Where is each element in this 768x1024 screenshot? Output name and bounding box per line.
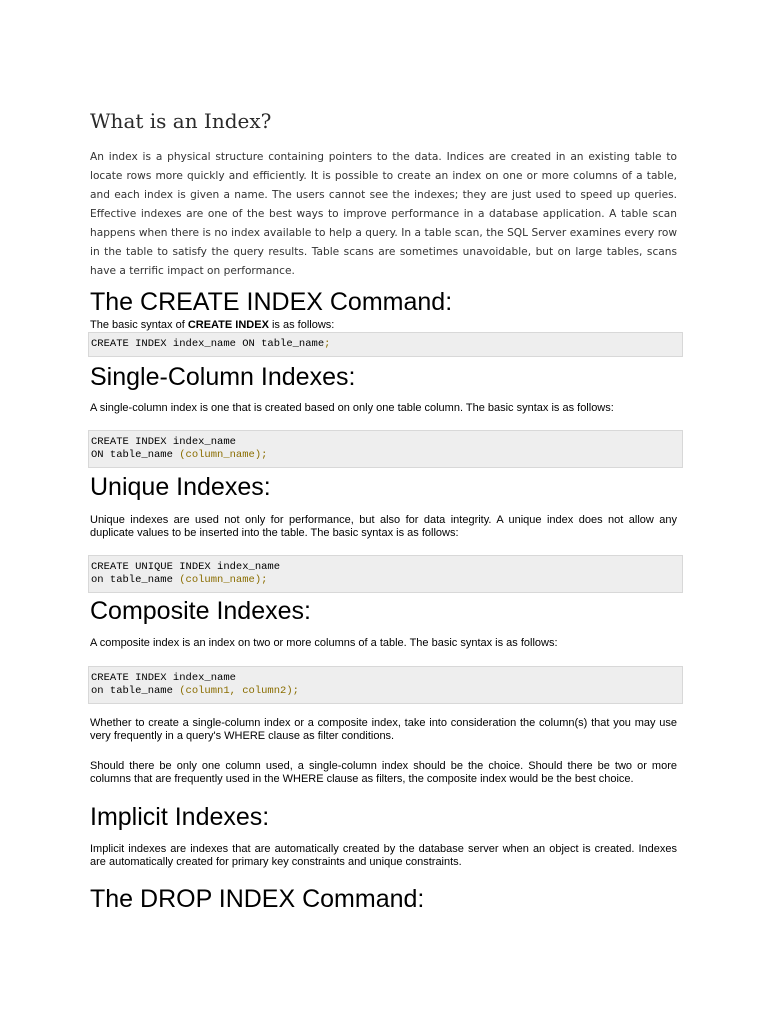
single-column-paragraph: A single-column index is one that is created based on only one table column. The basic syntax is as follows: <box>90 402 614 414</box>
heading-create-index: The CREATE INDEX Command: <box>90 288 453 316</box>
heading-unique-indexes: Unique Indexes: <box>90 473 271 501</box>
code-block-create-index <box>88 332 683 357</box>
code-line: ON table_name (column_name); <box>91 449 268 461</box>
code-block-composite <box>88 666 683 704</box>
code-block-unique <box>88 555 683 593</box>
code-line: CREATE INDEX index_name ON table_name; <box>91 338 331 350</box>
code-line: on table_name (column1, column2); <box>91 685 299 697</box>
composite-paragraph-2: Whether to create a single-column index or a composite index, take into consideration the column(s) that you may use very frequently in a query's WHERE clause as filter conditions. <box>90 717 677 742</box>
code-line: on table_name (column_name); <box>91 574 268 586</box>
code-line: CREATE UNIQUE INDEX index_name <box>91 561 281 573</box>
create-index-paragraph: The basic syntax of CREATE INDEX is as follows: <box>90 319 335 331</box>
code-line: CREATE INDEX index_name <box>91 436 236 448</box>
heading-implicit-indexes: Implicit Indexes: <box>90 803 270 831</box>
create-index-keyword: CREATE INDEX <box>187 319 269 331</box>
unique-paragraph: Unique indexes are used not only for performance, but also for data integrity. A unique index does not allow any duplicate values to be inserted into the table. The basic syntax is as follows: <box>90 514 677 539</box>
section-title-what-is-index: What is an Index? <box>90 109 272 133</box>
heading-composite-indexes: Composite Indexes: <box>90 597 311 625</box>
heading-single-column: Single-Column Indexes: <box>90 363 356 391</box>
code-block-single-column <box>88 430 683 468</box>
implicit-paragraph: Implicit indexes are indexes that are automatically created by the database server when an object is created. Indexes are automatically created for primary key constraints and unique constraints. <box>90 843 677 868</box>
composite-paragraph-3: Should there be only one column used, a single-column index should be the choice. Should there be two or more columns that are frequently used in the WHERE clause as filters, the composite index would be the best choice. <box>90 760 677 785</box>
composite-paragraph: A composite index is an index on two or more columns of a table. The basic syntax is as follows: <box>90 637 558 649</box>
code-line: CREATE INDEX index_name <box>91 672 236 684</box>
heading-drop-index: The DROP INDEX Command: <box>90 885 425 913</box>
intro-paragraph: An index is a physical structure containing pointers to the data. Indices are created in an existing table to locate rows more quickly and efficiently. It is possible to create an index on one or more columns of a table, and each index is given a name. The users cannot see the indexes; they are just used to speed up queries. Effective indexes are one of the best ways to improve performance in a database application. A table scan happens when there is no index available to help a query. In a table scan, the SQL Server examines every row in the table to satisfy the query results. Table scans are sometimes unavoidable, but on large tables, scans have a terrific impact on performance. <box>90 151 677 277</box>
